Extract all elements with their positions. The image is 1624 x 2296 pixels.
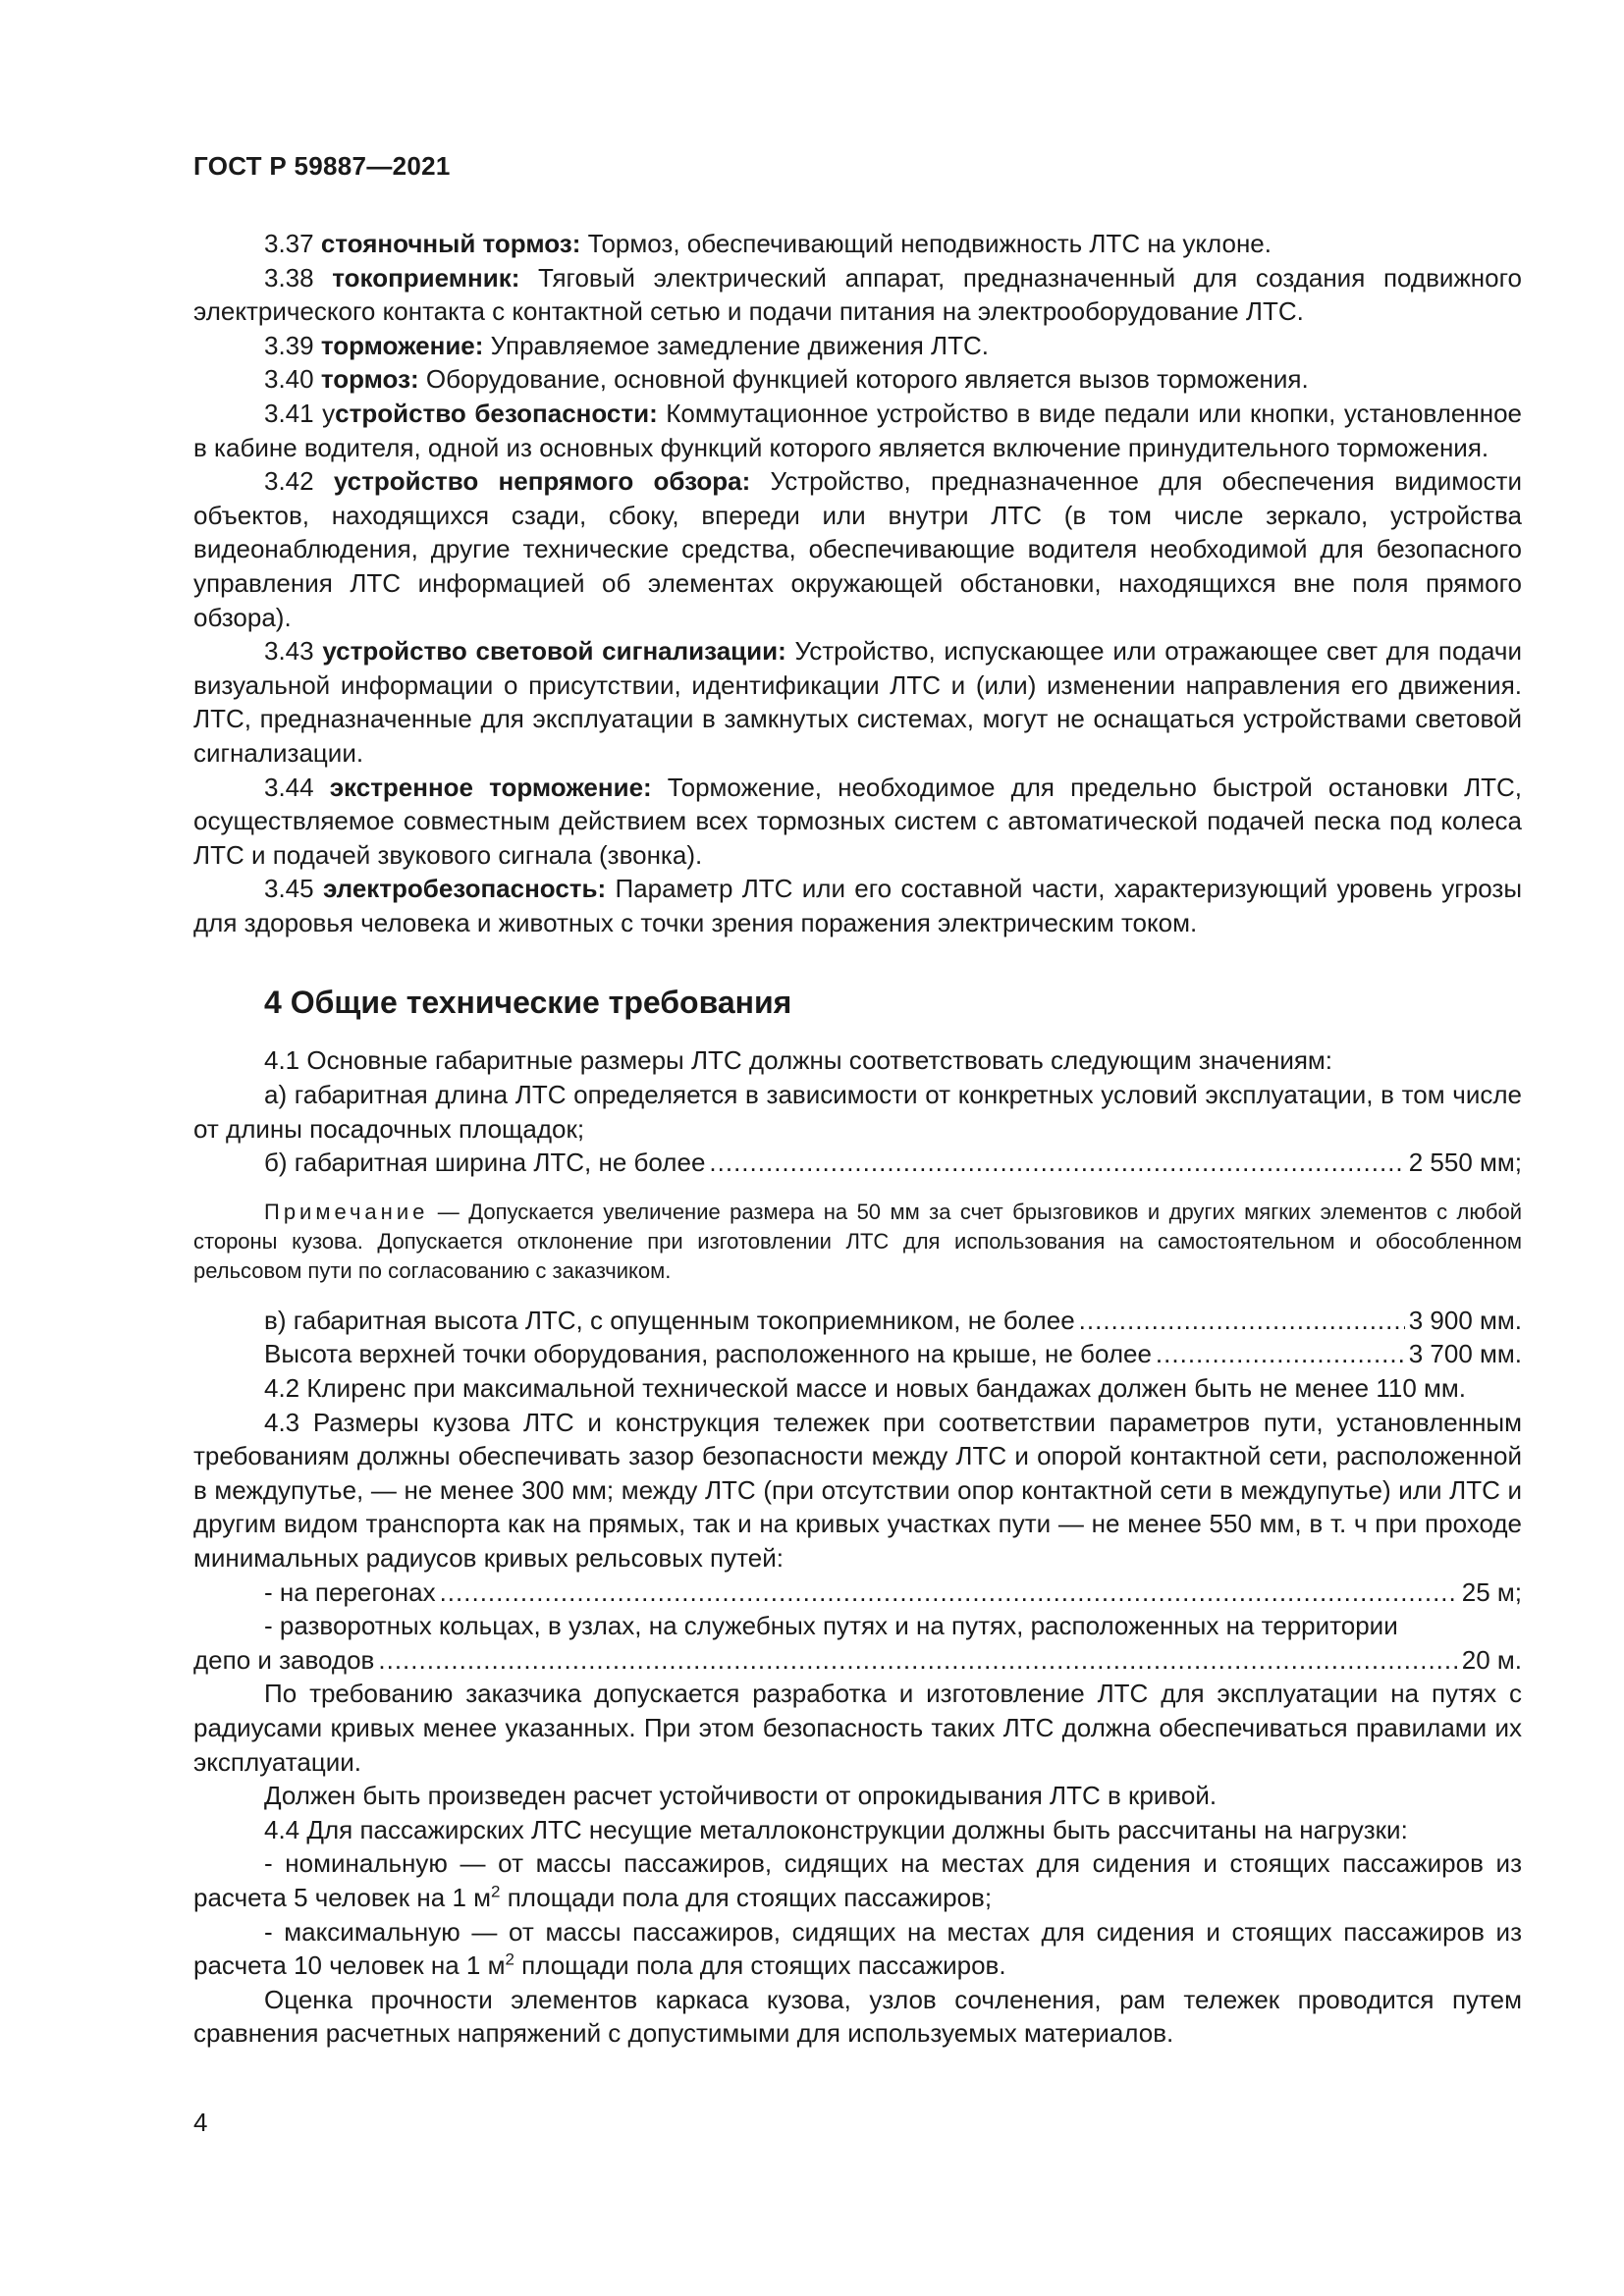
leader-value: 3 700 мм. [1408, 1339, 1522, 1369]
term-3-44 [193, 771, 1522, 873]
text-part: - максимальную — от массы пассажиров, сидящих на местах для сидения и стоящих пассажиров из расчета 10 человек на 1 м [193, 1916, 1522, 1981]
term-name: стояночный тормоз: [320, 229, 581, 258]
leader-label: - на перегонах [264, 1576, 436, 1607]
term-number: 3.40 [264, 364, 321, 395]
leader-label: Высота верхней точки оборудования, расположенного на крыше, не более [264, 1339, 1152, 1369]
max-load-item [193, 1915, 1522, 1983]
leader-label: б) габаритная ширина ЛТС, не более [264, 1148, 706, 1178]
page-body [193, 227, 1522, 2051]
leader-value: 25 м; [1461, 1576, 1522, 1607]
clause-4-1: 4.1 Основные габаритные размеры ЛТС должны соответствовать следующим значениям: [264, 1045, 1333, 1076]
term-3-40 [193, 362, 1522, 397]
customer-paragraph: По требованию заказчика допускается разработка и изготовление ЛТС для эксплуатации на путях с радиусами кривых менее указанных. При этом безопасность таких ЛТС должна обеспечиваться правилами их эксплуатации. [193, 1679, 1522, 1777]
assessment-paragraph: Оценка прочности элементов каркаса кузова, узлов сочленения, рам тележек проводится путем сравнения расчетных напряжений с допустимыми для используемых материалов. [193, 1984, 1522, 2049]
term-definition: Параметр ЛТС или его составной части, характеризующий уровень угрозы для здоровья человека и животных с точки зрения поражения электрическим током. [193, 874, 1523, 937]
term-number: 3.39 [264, 330, 321, 360]
dot-leader [709, 1146, 1404, 1180]
superscript: 2 [491, 1882, 501, 1901]
page-number: 4 [193, 2108, 208, 2137]
document-code: ГОСТ Р 59887—2021 [193, 151, 451, 181]
term-definition: Устройство, предназначенное для обеспечения видимости объектов, находящихся сзади, сбоку, впереди или внутри ЛТС (в том числе зеркало, устройства видеонаблюдения, другие технические средства, обеспечивающие водителя необходимой для безопасного управления ЛТС информацией об элементах окружающей обстановки, находящихся вне поля прямого обзора). [193, 466, 1522, 632]
section-heading: 4 Общие технические требования [264, 985, 792, 1021]
term-3-41 [193, 397, 1522, 464]
item-v-row [193, 1304, 1522, 1338]
note-label: Примечание [264, 1199, 429, 1224]
leader-label: в) габаритная высота ЛТС, с опущенным токоприемником, не более [264, 1305, 1075, 1335]
text-part: площади пола для стоящих пассажиров; [500, 1882, 993, 1912]
term-3-38 [193, 261, 1522, 329]
text-part: площади пола для стоящих пассажиров. [514, 1950, 1006, 1981]
text-part: - номинальную — от массы пассажиров, сидящих на местах для сидения и стоящих пассажиров из расчета 5 человек на 1 м [193, 1848, 1522, 1912]
term-definition: Управляемое замедление движения ЛТС. [483, 330, 989, 360]
term-name: тормоз: [320, 364, 419, 395]
term-number: 3.45 [264, 874, 323, 904]
nominal-load-item [193, 1846, 1522, 1914]
clause-4-4: 4.4 Для пассажирских ЛТС несущие металлоконструкции должны быть рассчитаны на нагрузки: [264, 1814, 1408, 1844]
term-3-37 [193, 227, 1522, 261]
term-number: 3.38 [264, 262, 333, 293]
term-name: стройство безопасности: [335, 398, 658, 428]
dot-leader [1156, 1337, 1405, 1371]
term-number: 3.37 [264, 229, 321, 258]
leader-label: депо и заводов [193, 1644, 375, 1675]
leader-value: 3 900 мм. [1408, 1305, 1522, 1335]
term-name: токоприемник: [332, 262, 520, 293]
term-name: электробезопасность: [322, 874, 607, 904]
term-definition: Коммутационное устройство в виде педали или кнопки, установленное в кабине водителя, одной из основных функций которого является включение принудительного торможения. [193, 398, 1523, 462]
stability-paragraph: Должен быть произведен расчет устойчивости от опрокидывания ЛТС в кривой. [264, 1781, 1218, 1811]
term-3-39 [193, 329, 1522, 363]
term-number: 3.44 [264, 772, 330, 802]
term-definition: Торможение, необходимое для предельно быстрой остановки ЛТС, осуществляемое совместным действием всех тормозных систем с автоматической подачей песка под колеса ЛТС и подачей звукового сигнала (звонка). [193, 772, 1523, 870]
leader-value: 20 м. [1461, 1644, 1522, 1675]
clause-4-3: 4.3 Размеры кузова ЛТС и конструкция тележек при соответствии параметров пути, установленным требованиям должны обеспечивать зазор безопасности между ЛТС и опорой контактной сети, расположенной в междупутье, — не менее 300 мм; между ЛТС (при отсутствии опор контактной сети в междупутье) или ЛТС и другим видом транспорта как на прямых, так и на кривых участках пути — не менее 550 мм, в т. ч при проходе минимальных радиусов кривых рельсовых путей: [193, 1407, 1522, 1573]
term-name: торможение: [320, 330, 484, 360]
term-3-45 [193, 872, 1522, 939]
clause-4-2: 4.2 Клиренс при максимальной технической массе и новых бандажах должен быть не менее 110 мм. [264, 1373, 1466, 1404]
term-definition: Устройство, испускающее или отражающее свет для подачи визуальной информации о присутствии, идентификации ЛТС и (или) изменении направления его движения. ЛТС, предназначенные для эксплуатации в замкнутых системах, могут не оснащаться устройствами световой сигнализации. [193, 636, 1522, 768]
term-name: устройство непрямого обзора: [333, 466, 751, 497]
term-number: 3.41 у [264, 398, 336, 428]
term-definition: Тормоз, обеспечивающий неподвижность ЛТС на уклоне. [580, 229, 1272, 258]
term-3-43 [193, 634, 1522, 770]
leader-value: 2 550 мм; [1408, 1148, 1522, 1178]
term-name: устройство световой сигнализации: [322, 636, 786, 667]
depot-row [193, 1643, 1522, 1678]
term-definition: Тяговый электрический аппарат, предназначенный для создания подвижного электрического контакта с контактной сетью и подачи питания на электрооборудование ЛТС. [193, 262, 1522, 327]
superscript: 2 [505, 1949, 514, 1969]
term-definition: Оборудование, основной функцией которого является вызов торможения. [418, 364, 1309, 395]
item-a: а) габаритная длина ЛТС определяется в зависимости от конкретных условий эксплуатации, в том числе от длины посадочных площадок; [193, 1080, 1522, 1144]
note [193, 1198, 1522, 1286]
dot-leader [1079, 1304, 1405, 1338]
term-name: экстренное торможение: [329, 772, 652, 802]
roof-height-row [193, 1337, 1522, 1371]
peregon-row [193, 1575, 1522, 1610]
dot-leader [440, 1575, 1458, 1610]
term-3-42 [193, 464, 1522, 634]
rings-item: - разворотных кольцах, в узлах, на служебных путях и на путях, расположенных на территории [264, 1611, 1398, 1641]
item-b-row [193, 1146, 1522, 1180]
dot-leader [378, 1643, 1457, 1678]
note-text: — Допускается увеличение размера на 50 мм за счет брызговиков и других мягких элементов с любой стороны кузова. Допускается отклонение при изготовлении ЛТС для использования на самостоятельном и обособленном рельсовом пути по согласованию с заказчиком. [193, 1199, 1522, 1283]
term-number: 3.42 [264, 466, 334, 497]
term-number: 3.43 [264, 636, 323, 667]
